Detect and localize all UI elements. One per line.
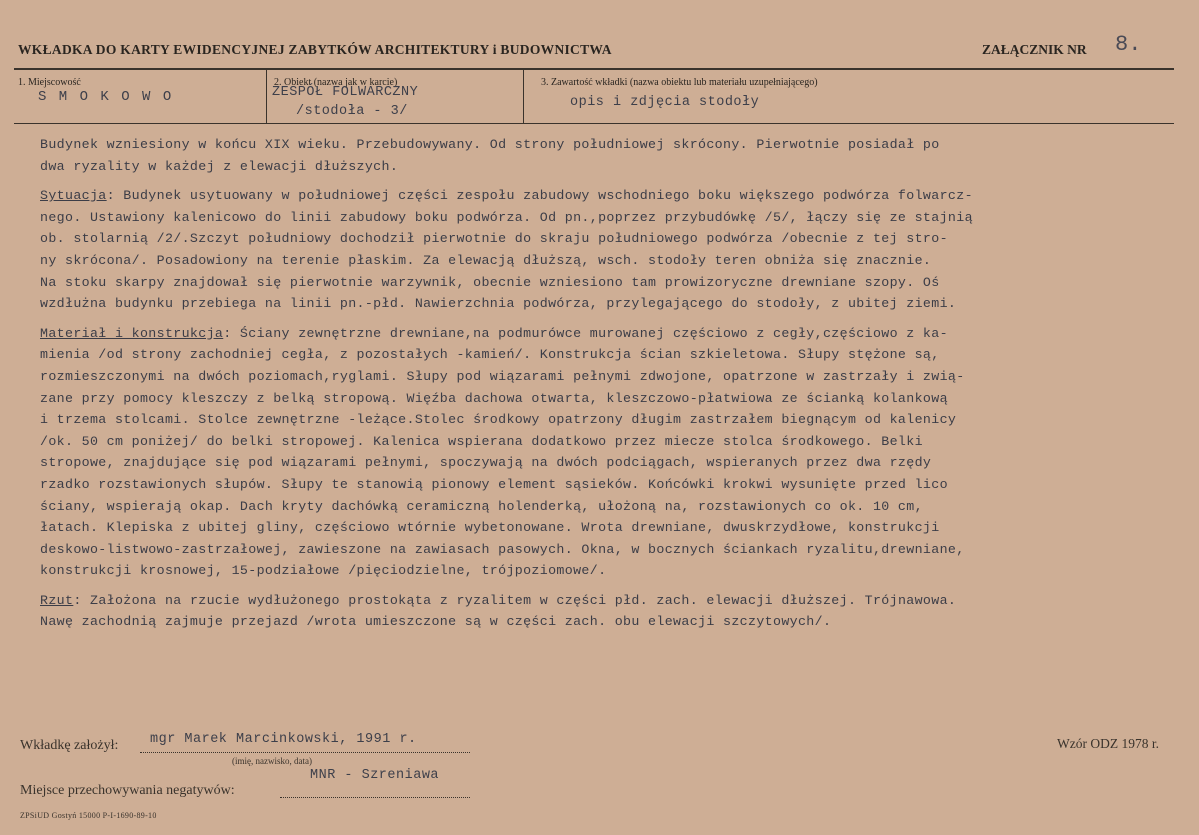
field-divider-1 (266, 70, 267, 123)
text-line: mienia /od strony zachodniej cegła, z pozostałych -kamień/. Konstrukcja ścian szkieletowa. Słupy stężone są, (40, 347, 940, 363)
text-line: rozmieszczonymi na dwóch poziomach,ryglami. Słupy pod wiązarami pełnymi zdwojone, opatrzone w zastrzały i zwią- (40, 368, 965, 384)
field-1-value: S M O K O W O (38, 89, 174, 105)
material-paragraph (40, 323, 1190, 582)
text-line: zane przy pomocy kleszczy z belką stropową. Więźba dachowa otwarta, kleszczowo-płatwiowa ze ścianką kolankową (40, 390, 948, 406)
text-line: : Ściany zewnętrzne drewniane,na podmurówce murowanej częściowo z cegły,częściowo z ka- (223, 325, 948, 341)
header-rule (14, 68, 1174, 70)
text-line: i trzema stolcami. Stolce zewnętrzne -leżące.Stolec środkowy opatrzony długim zastrzałem biegnącym od kalenicy (40, 412, 957, 428)
negatives-value: MNR - Szreniawa (310, 768, 440, 783)
pattern-label: Wzór ODZ 1978 r. (1057, 736, 1159, 751)
text-line: łatach. Klepiska z ubitej gliny, częściowo wtórnie wybetonowane. Wrota drewniane, dwuskrzydłowe, konstrukcji (40, 520, 940, 536)
plan-heading: Rzut (40, 592, 74, 608)
text-line: : Założona na rzucie wydłużonego prostokąta z ryzalitem w części płd. zach. elewacji dłuższej. Trójnawowa. (73, 592, 957, 608)
field-1-label: 1. Miejscowość (18, 77, 81, 88)
text-line: dwa ryzality w każdej z elewacji dłuższych. (40, 158, 399, 174)
negatives-label: Miejsce przechowywania negatywów: (20, 783, 235, 798)
situation-heading: Sytuacja (40, 188, 107, 204)
description-body (40, 134, 1190, 641)
text-line: wzdłużna budynku przebiega na linii pn.-płd. Nawierzchnia podwórza, przylegającego do stodoły, z ubitej ziemi. (40, 296, 957, 312)
text-line: : Budynek usytuowany w południowej części zespołu zabudowy wschodniego boku większego podwórza folwarcz- (106, 188, 973, 204)
author-label: Wkładkę założył: (20, 738, 119, 753)
text-line: stropowe, znajdujące się pod wiązarami pełnymi, spoczywają na dwóch podciągach, wspieranych przez dwa rzędy (40, 455, 932, 471)
field-2-value-line2: /stodoła - 3/ (296, 104, 408, 119)
text-line: rzadko rozstawionych słupów. Słupy te stanowią pionowy element sąsieków. Końcówki krokwi wysunięte przed lico (40, 476, 948, 492)
text-line: deskowo-listwowo-zastrzałowej, zawieszone na zawiasach pasowych. Okna, w bocznych ściankach ryzalitu,drewniane, (40, 541, 965, 557)
field-divider-2 (523, 70, 524, 123)
author-dotted-line (140, 752, 470, 753)
field-2-value-line1: ZESPÓŁ FOLWARCZNY (272, 85, 419, 100)
author-hint: (imię, nazwisko, data) (232, 756, 312, 766)
material-heading: Materiał i konstrukcja (40, 325, 224, 341)
text-line: /ok. 50 cm poniżej/ do belki stropowej. Kalenica wspierana dodatkowo przez miecze stolca środkowego. Belki (40, 433, 923, 449)
text-line: Nawę zachodnią zajmuje przejazd /wrota umieszczone są w części zach. obu elewacji szczytowych/. (40, 614, 832, 630)
text-line: ściany, wspierają okap. Dach kryty dachówką ceramiczną holenderką, ułożoną na, rozstawionych co ok. 10 cm, (40, 498, 923, 514)
attachment-label: ZAŁĄCZNIK NR (982, 42, 1087, 57)
field-3-label: 3. Zawartość wkładki (nazwa obiektu lub materiału uzupełniającego) (541, 77, 818, 88)
text-line: Budynek wzniesiony w końcu XIX wieku. Przebudowywany. Od strony południowej skrócony. Pierwotnie posiadał po (40, 137, 940, 152)
negatives-dotted-line (280, 797, 470, 798)
situation-paragraph (40, 185, 1190, 315)
text-line: Na stoku skarpy znajdował się pierwotnie warzywnik, obecnie wzniesiono tam prowizoryczne drewniane szopy. Oś (40, 274, 940, 290)
intro-paragraph (40, 134, 1190, 177)
attachment-number: 8. (1115, 32, 1142, 57)
text-line: ny skrócona/. Posadowiony na terenie płaskim. Za elewacją dłuższą, wsch. stodoły teren obniża się znacznie. (40, 252, 932, 268)
author-value: mgr Marek Marcinkowski, 1991 r. (150, 732, 417, 747)
text-line: ob. stolarnią /2/.Szczyt południowy dochodził pierwotnie do skraju południowego podwórza /obecnie z tej stro- (40, 231, 948, 247)
field-3-value: opis i zdjęcia stodoły (570, 95, 760, 110)
text-line: konstrukcji krosnowej, 15-podziałowe /pięciodzielne, trójpoziomowe/. (40, 563, 607, 579)
text-line: nego. Ustawiony kalenicowo do linii zabudowy boku podwórza. Od pn.,poprzez przybudówkę /5/, łączy się ze stajnią (40, 209, 973, 225)
field-2-label: 2. Obiekt (nazwa jak w karcie) (274, 77, 398, 88)
printer-imprint: ZPSiUD Gostyń 15000 P-I-1690-89-10 (20, 811, 157, 820)
card-title: WKŁADKA DO KARTY EWIDENCYJNEJ ZABYTKÓW ARCHITEKTURY i BUDOWNICTWA (18, 42, 612, 57)
plan-paragraph (40, 590, 1190, 633)
fields-bottom-rule (14, 123, 1174, 124)
